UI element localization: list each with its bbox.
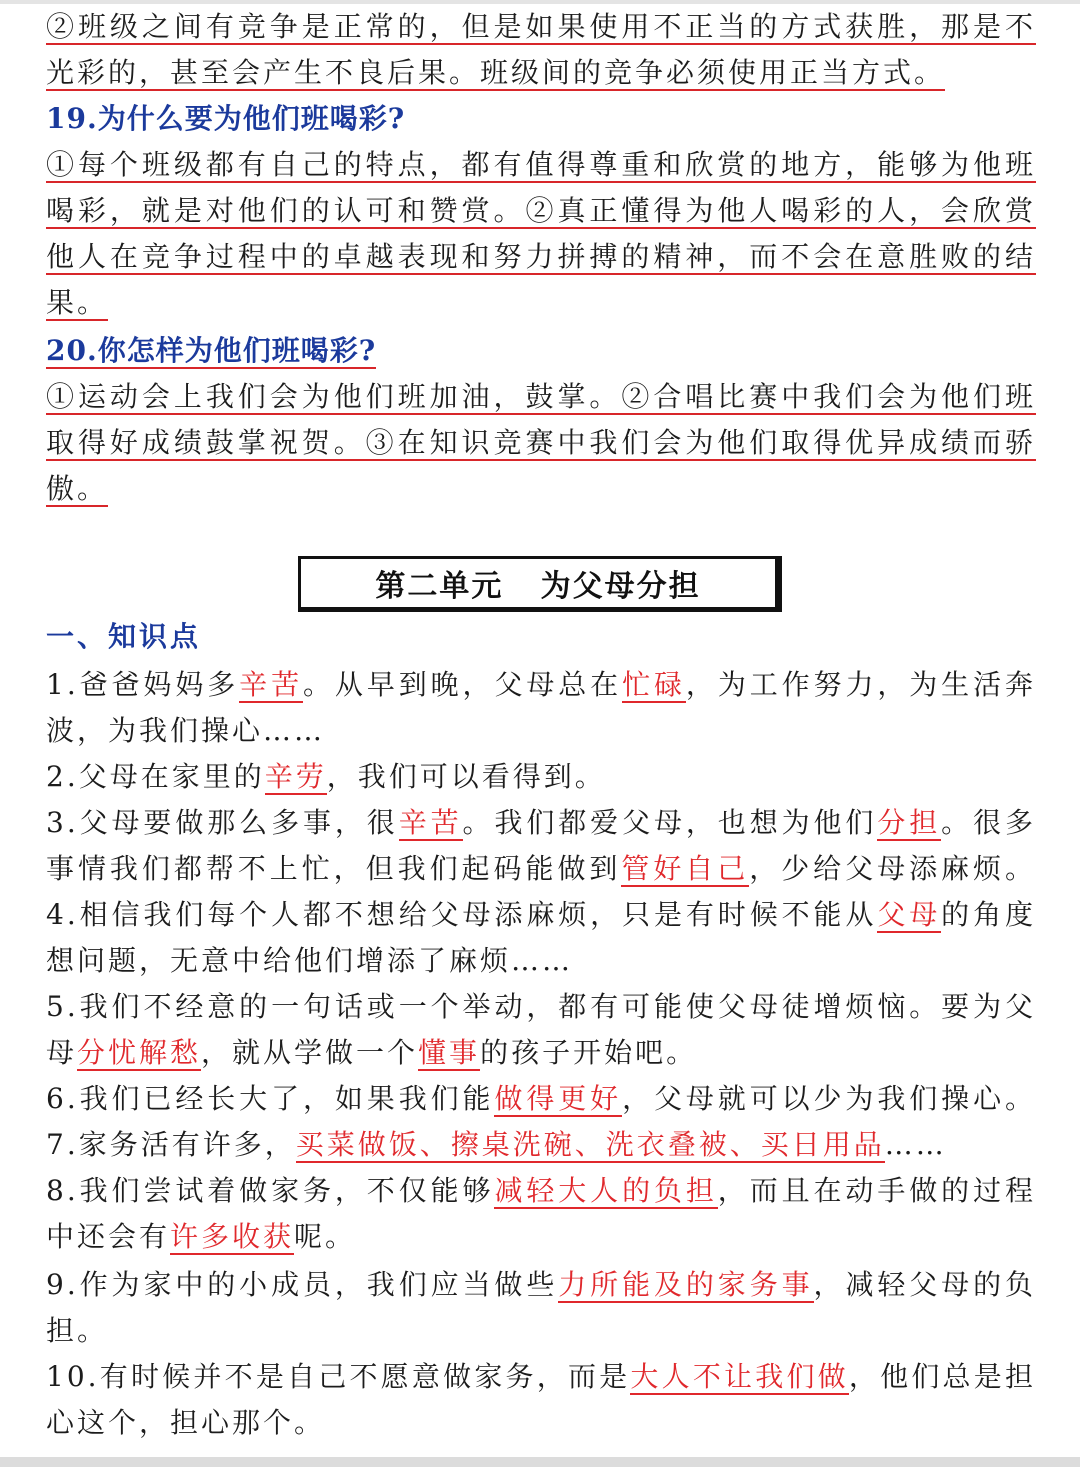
point-5-cont	[46, 1030, 1036, 1076]
question-text: 20.你怎样为他们班喝彩?	[46, 334, 377, 367]
point-4-cont	[46, 938, 1036, 984]
text: ……	[884, 1128, 947, 1161]
text: ，减轻父母的负	[813, 1268, 1036, 1301]
answer-text: ①运动会上我们会为他们班加油，鼓掌。②合唱比赛中我们会为他们班	[46, 380, 1036, 413]
point-10-cont	[46, 1400, 1036, 1446]
text-line	[46, 374, 1036, 420]
text: ，而且在动手做的过程	[717, 1174, 1036, 1207]
key-term: 懂事	[418, 1036, 481, 1069]
text: 中还会有	[46, 1220, 171, 1253]
key-term: 父母	[877, 898, 942, 931]
text-line	[46, 4, 1036, 50]
text: ，为工作努力，为生活奔	[685, 668, 1036, 701]
key-term: 辛苦	[398, 806, 463, 839]
question-19	[46, 96, 1036, 142]
point-8	[46, 1168, 1036, 1214]
text: 呢。	[294, 1220, 357, 1253]
answer-text: 他人在竞争过程中的卓越表现和努力拼搏的精神，而不会在意胜败的结	[46, 240, 1036, 273]
point-1-cont	[46, 708, 1036, 754]
key-term: 分忧解愁	[77, 1036, 202, 1069]
point-1	[46, 662, 1036, 708]
point-3-cont	[46, 846, 1036, 892]
text: 1.爸爸妈妈多	[46, 668, 240, 701]
question-text: 19.为什么要为他们班喝彩?	[46, 102, 406, 135]
answer-text: 光彩的，甚至会产生不良后果。班级间的竞争必须使用正当方式。	[46, 56, 946, 89]
key-term: 辛劳	[264, 760, 327, 793]
point-4	[46, 892, 1036, 938]
answer-text: ②班级之间有竞争是正常的，但是如果使用不正当的方式获胜，那是不	[46, 10, 1036, 43]
text: 8.我们尝试着做家务，不仅能够	[46, 1174, 495, 1207]
text: ，就从学做一个	[201, 1036, 419, 1069]
text: 母	[46, 1036, 78, 1069]
text-line	[46, 188, 1036, 234]
text: 心这个，担心那个。	[46, 1406, 326, 1439]
key-term: 买菜做饭、擦桌洗碗、洗衣叠被、买日用品	[295, 1128, 885, 1161]
key-term: 辛苦	[239, 668, 303, 701]
point-5	[46, 984, 1036, 1030]
text: 2.父母在家里的	[46, 760, 265, 793]
text: ，少给父母添麻烦。	[749, 852, 1036, 885]
question-20	[46, 328, 1036, 374]
key-term: 减轻大人的负担	[494, 1174, 718, 1207]
text: 。从早到晚，父母总在	[303, 668, 623, 701]
point-9-cont	[46, 1308, 1036, 1354]
section-title: 一、知识点	[46, 620, 202, 653]
point-8-cont	[46, 1214, 1036, 1260]
point-3	[46, 800, 1036, 846]
text: 的角度	[941, 898, 1036, 931]
answer-text: ①每个班级都有自己的特点，都有值得尊重和欣赏的地方，能够为他班	[46, 148, 1036, 181]
unit-title-box	[298, 556, 782, 612]
point-9	[46, 1262, 1036, 1308]
key-term: 忙碌	[622, 668, 686, 701]
text: 9.作为家中的小成员，我们应当做些	[46, 1268, 559, 1301]
text: 3.父母要做那么多事，很	[46, 806, 399, 839]
answer-text: 取得好成绩鼓掌祝贺。③在知识竞赛中我们会为他们取得优异成绩而骄	[46, 426, 1036, 459]
text-line	[46, 280, 1036, 326]
bottom-divider	[0, 1457, 1080, 1467]
text-line	[46, 50, 1036, 96]
text-line	[46, 142, 1036, 188]
text: ，父母就可以少为我们操心。	[622, 1082, 1036, 1115]
point-6	[46, 1076, 1036, 1122]
point-2	[46, 754, 1036, 800]
text-line	[46, 466, 1036, 512]
text: 6.我们已经长大了，如果我们能	[46, 1082, 495, 1115]
text: 事情我们都帮不上忙，但我们起码能做到	[46, 852, 622, 885]
text: 波，为我们操心……	[46, 714, 326, 747]
answer-text: 果。	[46, 286, 109, 319]
key-term: 力所能及的家务事	[558, 1268, 814, 1301]
key-term: 管好自己	[621, 852, 750, 885]
text-line	[46, 420, 1036, 466]
point-7	[46, 1122, 1036, 1168]
key-term: 做得更好	[494, 1082, 623, 1115]
point-10	[46, 1354, 1036, 1400]
key-term: 许多收获	[170, 1220, 295, 1253]
answer-text: 喝彩，就是对他们的认可和赞赏。②真正懂得为他人喝彩的人，会欣赏	[46, 194, 1036, 227]
key-term: 大人不让我们做	[630, 1360, 849, 1393]
answer-text: 傲。	[46, 472, 109, 505]
text: 7.家务活有许多，	[46, 1128, 296, 1161]
text: 想问题，无意中给他们增添了麻烦……	[46, 944, 574, 977]
text: ，我们可以看得到。	[326, 760, 606, 793]
text: 。很多	[941, 806, 1036, 839]
text: 10.有时候并不是自己不愿意做家务，而是	[46, 1360, 631, 1393]
key-term: 分担	[877, 806, 942, 839]
text: ，他们总是担	[848, 1360, 1036, 1393]
unit-title: 第二单元 为父母分担	[375, 569, 701, 604]
text: 的孩子开始吧。	[480, 1036, 698, 1069]
text: 4.相信我们每个人都不想给父母添麻烦，只是有时候不能从	[46, 898, 878, 931]
text: 。我们都爱父母，也想为他们	[462, 806, 878, 839]
text-line	[46, 234, 1036, 280]
text: 担。	[46, 1314, 109, 1347]
text: 5.我们不经意的一句话或一个举动，都有可能使父母徒增烦恼。要为父	[46, 990, 1036, 1023]
